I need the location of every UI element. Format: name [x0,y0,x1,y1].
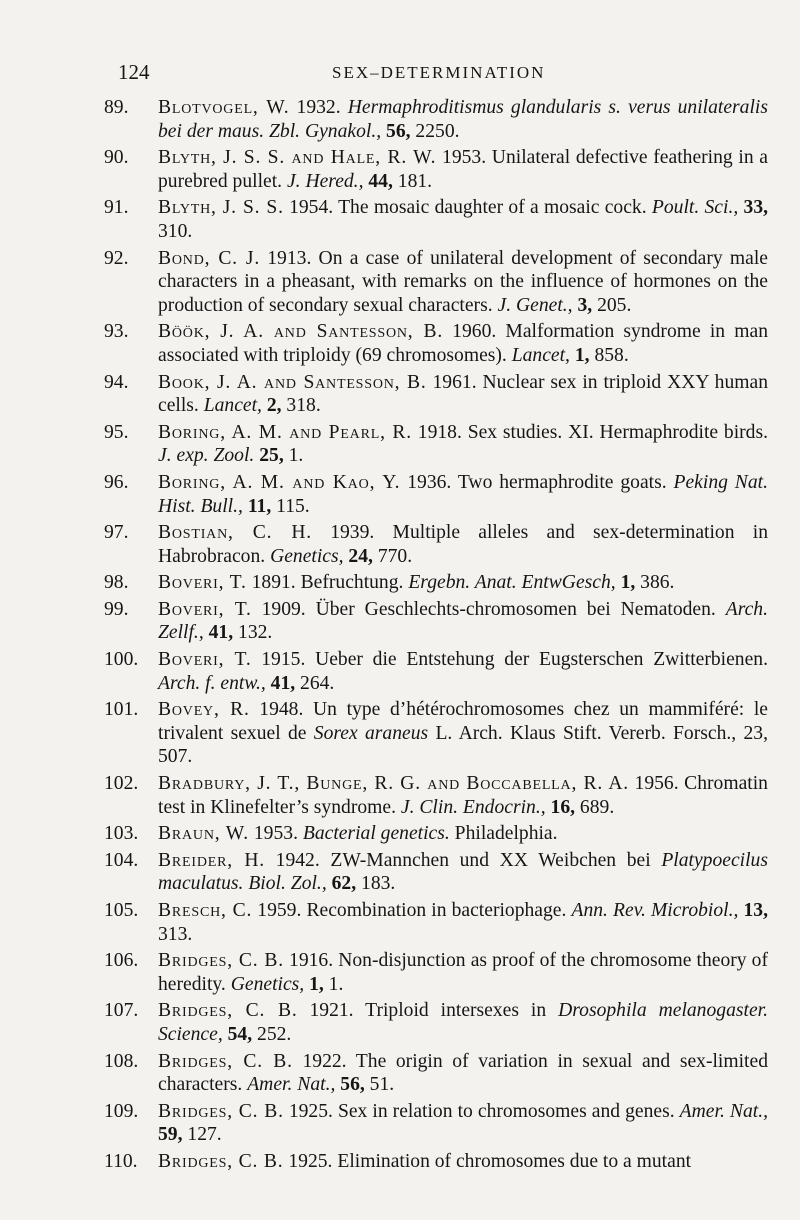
reference-year-title: 1921. Triploid intersexes in [297,1000,559,1022]
reference-volume: 41, [203,622,234,644]
reference-entry [104,899,768,946]
reference-volume: 3, [572,294,593,316]
reference-journal: J. Genet., [497,294,573,316]
reference-number: 107. [104,1000,139,1022]
reference-journal: J. Clin. Endocrin., [400,796,546,818]
reference-number: 99. [104,598,129,620]
reference-authors: Bridges, C. B. [158,1000,298,1022]
reference-entry [104,772,768,819]
reference-volume: 33, [738,197,769,219]
reference-authors: Blotvogel, W. [158,97,290,118]
page-header [118,60,768,90]
reference-entry [104,999,768,1046]
reference-entry [104,648,768,695]
reference-number: 103. [104,823,139,845]
reference-authors: Boveri, T. [158,572,247,594]
reference-entry [104,320,768,367]
reference-volume: 25, [254,445,284,467]
reference-authors: Boveri, T. [158,649,252,671]
reference-entry [104,96,768,143]
reference-entry [104,146,768,193]
reference-volume: 62, [326,873,357,895]
reference-authors: Blyth, J. S. S. [158,197,284,219]
reference-journal: Hermaphroditismus glandularis s. verus unilateralis bei der maus. Zbl. Gynakol., [158,97,768,142]
reference-authors: Böök, J. A. and Santesson, B. [158,321,444,343]
reference-authors: Bradbury, J. T., Bunge, R. G. and Boccabella, R. A. [158,773,629,795]
reference-authors: Bond, C. J. [158,247,261,269]
reference-volume: 56, [381,120,411,142]
page-number: 124 [118,60,150,84]
reference-authors: Braun, W. [158,823,249,845]
reference-entry [104,822,768,846]
reference-entry [104,421,768,468]
reference-volume: 44, [363,170,393,192]
reference-authors: Breider, H. [158,849,266,871]
reference-year-title: 1922. The origin of variation in sexual and sex-limited characters. [158,1050,768,1096]
reference-volume: 1, [569,344,590,366]
reference-journal: Lancet, [511,344,570,366]
reference-number: 95. [104,421,129,443]
reference-year-title: 1956. Chromatin test in Klinefelter’s syndrome. [158,773,768,818]
reference-number: 96. [104,471,129,493]
reference-number: 109. [104,1100,139,1122]
reference-pages: 205. [592,294,632,316]
reference-journal: J. exp. Zool. [158,445,255,467]
reference-number: 98. [104,572,129,594]
reference-journal: Genetics, [270,545,344,567]
reference-year-title: 1913. On a case of unilateral development of secondary male characters in a pheasant, with remarks on the influence of hormones on the production of secondary sexual characters. [158,247,768,316]
reference-journal: Ann. Rev. Microbiol., [571,900,739,921]
reference-pages: 115. [271,495,310,517]
reference-entry [104,949,768,996]
reference-pages: 858. [589,344,629,366]
reference-journal: Ergebn. Anat. EntwGesch, [408,572,616,594]
reference-year-title: 1925. Elimination of chromosomes due to a mutant [283,1150,692,1172]
reference-entry [104,698,768,769]
reference-pages: 2250. [410,120,460,142]
reference-number: 110. [104,1150,138,1172]
reference-number: 102. [104,773,139,795]
reference-year-title: 1909. Über Geschlechts-chromosomen bei Nematoden. [251,598,726,620]
reference-year-title: 1942. ZW-Mannchen und XX Weibchen bei [265,849,662,871]
reference-authors: Boveri, T. [158,598,252,620]
reference-pages: 51. [364,1074,395,1096]
reference-number: 106. [104,950,139,972]
reference-year-title: 1936. Two hermaphrodite goats. [400,471,674,493]
reference-number: 100. [104,649,139,671]
reference-entry [104,196,768,243]
reference-number: 101. [104,699,139,721]
reference-number: 105. [104,900,139,921]
reference-journal: Drosophila melanogaster. Science, [158,1000,768,1045]
reference-pages: 318. [281,395,321,417]
reference-year-title: 1891. Befruchtung. [246,572,409,594]
reference-pages: 132. [233,622,273,644]
reference-entry [104,247,768,318]
reference-pages: 1. [283,445,304,467]
reference-year-title: 1948. Un type d’hétérochromosomes chez un mammiféré: le trivalent sexuel de [158,699,768,744]
reference-volume: 13, [738,900,768,921]
reference-pages: 386. [635,572,675,594]
reference-number: 94. [104,371,129,393]
reference-authors: Boring, A. M. and Kao, Y. [158,471,401,493]
reference-entry [104,849,768,896]
reference-pages: 1. [323,973,344,995]
reference-journal: Amer. Nat., [247,1074,336,1096]
reference-year-title: 1932. [289,97,348,118]
reference-year-title: 1953. [248,823,303,845]
reference-journal: J. Hered., [286,170,364,192]
reference-entry [104,598,768,645]
reference-authors: Bresch, C. [158,900,253,921]
reference-year-title: 1918. Sex studies. XI. Hermaphrodite birds. [411,421,768,443]
reference-entry [104,1100,768,1147]
reference-number: 90. [104,147,129,169]
reference-volume: 2, [261,395,282,417]
reference-journal: Platypoecilus maculatus. Biol. Zol., [158,849,768,895]
reference-pages: 310. [158,220,193,242]
reference-authors: Bridges, C. B. [158,1100,284,1122]
reference-pages: 181. [392,170,433,192]
reference-number: 93. [104,321,129,343]
reference-pages: 689. [575,796,615,818]
reference-year-title: 1953. Unilateral defective feathering in a purebred pullet. [158,147,768,192]
reference-pages: Philadelphia. [449,823,558,845]
reference-journal: Arch. Zellf., [158,598,768,644]
reference-year-title: 1915. Ueber die Entstehung der Eugsterschen Zwitterbienen. [251,649,768,671]
reference-volume: 54, [222,1023,253,1045]
reference-journal: Lancet, [203,395,262,417]
reference-volume: 1, [615,572,636,594]
reference-authors: Book, J. A. and Santesson, B. [158,371,427,393]
reference-number: 108. [104,1050,139,1072]
reference-entry [104,571,768,595]
reference-journal: Bacterial genetics. [302,823,450,845]
reference-year-title: 1916. Non-disjunction as proof of the chromosome theory of heredity. [158,950,768,995]
reference-authors: Bridges, C. B. [158,1050,293,1072]
reference-year-title: 1954. The mosaic daughter of a mosaic cock. [283,197,652,219]
reference-pages: 770. [372,545,413,567]
reference-number: 91. [104,197,129,219]
reference-authors: Blyth, J. S. S. and Hale, R. W. [158,147,437,169]
reference-entry [104,1050,768,1097]
reference-journal: Genetics, [230,973,305,995]
reference-journal: Poult. Sci., [651,197,739,219]
reference-volume: 24, [343,545,373,567]
reference-year-title: 1960. Malformation syndrome in man associated with triploidy (69 chromosomes). [158,321,768,366]
reference-entry [104,471,768,518]
reference-authors: Bridges, C. B. [158,1150,284,1172]
reference-number: 92. [104,247,129,269]
reference-pages: 183. [356,873,396,895]
reference-number: 89. [104,97,129,118]
reference-year-title: 1961. Nuclear sex in triploid XXY human cells. [158,371,768,417]
reference-entry [104,521,768,568]
reference-pages: 313. [158,923,193,945]
reference-journal: Arch. f. entw., [158,672,266,694]
reference-volume: 41, [265,672,296,694]
reference-year-title: 1959. Recombination in bacteriophage. [252,900,572,921]
reference-number: 97. [104,522,129,544]
reference-number: 104. [104,849,139,871]
reference-authors: Bovey, R. [158,699,250,721]
reference-entry [104,371,768,418]
reference-year-title: 1939. Multiple alleles and sex-determination in Habrobracon. [158,522,768,567]
reference-volume: 59, [158,1124,183,1146]
reference-pages: L. Arch. Klaus Stift. Vererb. Forsch., 23, 507. [158,722,768,768]
reference-entry [104,1150,768,1174]
reference-authors: Boring, A. M. and Pearl, R. [158,421,412,443]
reference-journal: Amer. Nat., [679,1100,768,1122]
reference-volume: 56, [335,1074,365,1096]
running-head: SEX–DETERMINATION [332,63,546,82]
reference-volume: 1, [304,973,324,995]
reference-year-title: 1925. Sex in relation to chromosomes and genes. [283,1100,680,1122]
reference-volume: 11, [242,495,272,517]
reference-authors: Bridges, C. B. [158,950,284,972]
reference-pages: 264. [295,672,335,694]
reference-pages: 252. [252,1023,292,1045]
reference-list [104,96,768,1177]
reference-journal: Sorex araneus [313,722,429,744]
reference-journal: Peking Nat. Hist. Bull., [158,471,768,517]
reference-authors: Bostian, C. H. [158,522,312,544]
reference-volume: 16, [545,796,576,818]
reference-pages: 127. [182,1124,222,1146]
